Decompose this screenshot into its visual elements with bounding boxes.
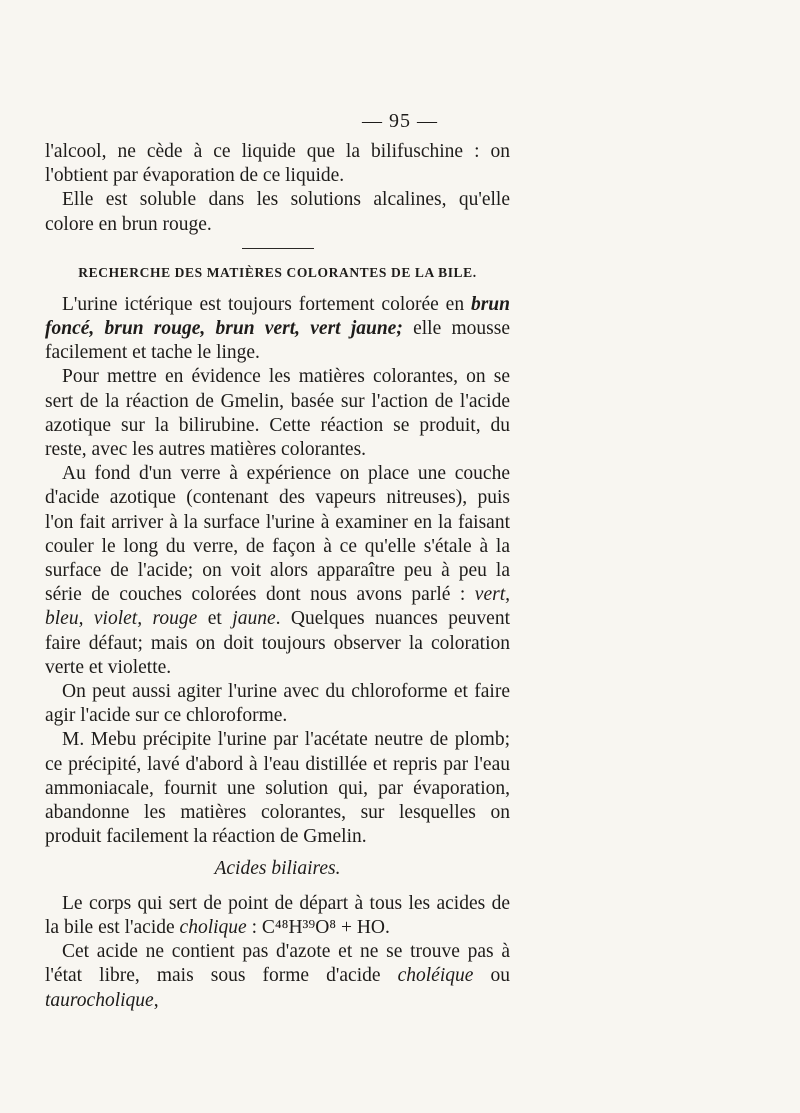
acid-name: cholique [179, 916, 247, 938]
text-run: ou [473, 965, 510, 987]
italic-terms: brun foncé, brun rouge, brun vert, vert jaune; [45, 293, 510, 340]
paragraph: Pour mettre en évidence les matières colorantes, on se sert de la réaction de Gmelin, basée sur l'action de l'acide azotique sur la bilirubine. Cette réaction se produit, du reste, avec les autres matières colorantes. [45, 366, 510, 461]
text-run: , [153, 989, 159, 1011]
italic-colors: vert, bleu, violet, rouge [45, 584, 510, 630]
acid-name: choléique [397, 965, 474, 987]
paragraph [45, 462, 510, 680]
italic-color: jaune [232, 608, 276, 630]
text-run: et [197, 608, 233, 630]
text-run: . Quelques nuances peuvent faire défaut; mais on doit toujours observer la coloration verte et violette. [45, 608, 511, 678]
paragraph: l'alcool, ne cède à ce liquide que la bilifuschine : on l'obtient par évaporation de ce liquide. [45, 141, 510, 187]
section-heading: RECHERCHE DES MATIÈRES COLORANTES DE LA BILE. [78, 264, 477, 280]
body-text [45, 140, 510, 1013]
subheading: Acides biliaires. [214, 858, 341, 880]
page-number: — 95 — [362, 110, 438, 132]
text-run: L'urine ictérique est toujours fortement colorée en [62, 293, 471, 315]
paragraph [45, 293, 510, 366]
chemical-formula: : C⁴⁸H³⁹O⁸ + HO. [246, 916, 390, 938]
paragraph [45, 940, 510, 1013]
acid-name: taurocholique [45, 989, 154, 1011]
paragraph: M. Mebu précipite l'urine par l'acétate neutre de plomb; ce précipité, lavé d'abord à l'eau distillée et repris par l'eau ammoniacale, fournit une solution qui, par évaporation, abandonne les matières colorantes, sur lesquelles on produit facilement la réaction de Gmelin. [45, 729, 510, 848]
text-run: Le corps qui sert de point de départ à tous les acides de la bile est l'acide [45, 892, 510, 938]
paragraph [45, 892, 510, 940]
paragraph: On peut aussi agiter l'urine avec du chloroforme et faire agir l'acide sur ce chloroforme. [45, 681, 510, 727]
text-run: Au fond d'un verre à expérience on place une couche d'acide azotique (contenant des vapeurs nitreuses), puis l'on fait arriver à la surface l'urine à examiner en la faisant couler le long du verre, de façon à ce qu'elle s'étale à la surface de l'acide; on voit alors apparaître peu à peu la série de couches colorées dont nous avons parlé : [45, 463, 510, 606]
separator-rule [242, 248, 314, 249]
paragraph: Elle est soluble dans les solutions alcalines, qu'elle colore en brun rouge. [45, 189, 510, 235]
text-run: elle mousse facilement et tache le linge. [45, 318, 510, 364]
text-run: Cet acide ne contient pas d'azote et ne se trouve pas à l'état libre, mais sous forme d'acide [45, 941, 510, 987]
